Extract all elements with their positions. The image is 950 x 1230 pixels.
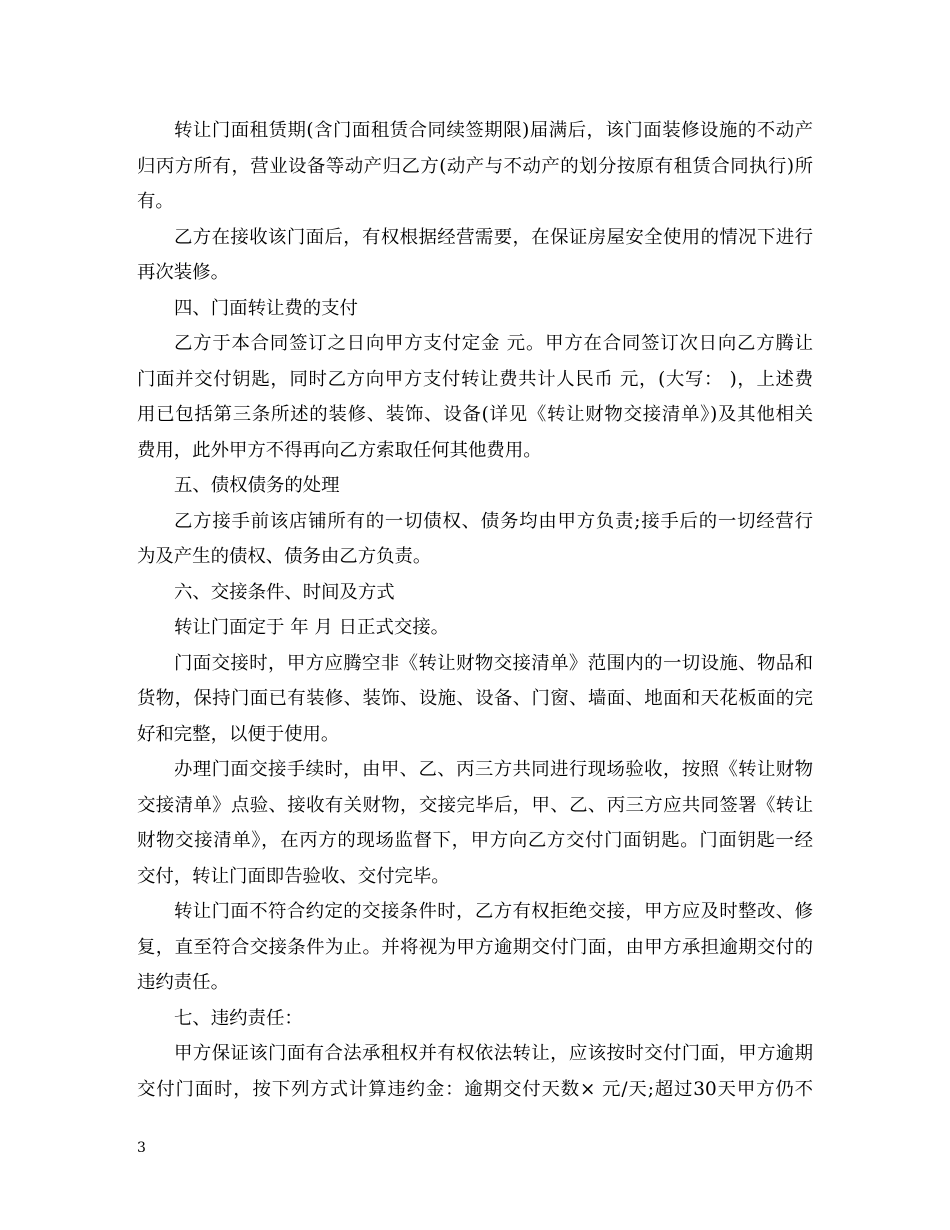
paragraph-line: 门面交接时，甲方应腾空非《转让财物交接清单》范围内的一切设施、物品和 [174, 652, 813, 674]
paragraph-line: 财物交接清单》，在丙方的现场监督下，甲方向乙方交付门面钥匙。门面钥匙一经 [137, 830, 813, 851]
paragraph-line: 门面并交付钥匙，同时乙方向甲方支付转让费共计人民币 元，(大写： )，上述费 [137, 368, 813, 390]
document-body [137, 113, 813, 1107]
paragraph-line: 用已包括第三条所述的装修、装饰、设备(详见《转让财物交接清单》)及其他相关 [137, 404, 813, 425]
heading-text: 七、违约责任： [174, 1007, 303, 1029]
body-paragraph [137, 504, 813, 575]
paragraph-line: 归丙方所有，营业设备等动产归乙方(动产与不动产的划分按原有租赁合同执行)所 [137, 155, 813, 177]
paragraph-line: 再次装修。 [137, 262, 229, 283]
page-number: 3 [137, 1140, 146, 1156]
paragraph-line: 乙方接手前该店铺所有的一切债权、债务均由甲方负责;接手后的一切经营行 [174, 510, 813, 532]
paragraph-line: 转让门面不符合约定的交接条件时，乙方有权拒绝交接，甲方应及时整改、修 [174, 901, 813, 922]
paragraph-line: 为及产生的债权、债务由乙方负责。 [137, 546, 432, 567]
body-paragraph [137, 646, 813, 753]
body-paragraph [137, 752, 813, 894]
body-paragraph [137, 113, 813, 220]
body-paragraph [137, 220, 813, 291]
body-paragraph [137, 894, 813, 1001]
paragraph-line: 转让门面租赁期(含门面租赁合同续签期限)届满后，该门面装修设施的不动产 [174, 120, 813, 141]
body-paragraph [137, 326, 813, 468]
section-heading [137, 575, 813, 611]
heading-text: 转让门面定于 年 月 日正式交接。 [174, 617, 450, 638]
paragraph-line: 费用，此外甲方不得再向乙方索取任何其他费用。 [137, 439, 542, 461]
section-heading [137, 468, 813, 504]
section-heading [137, 610, 813, 646]
paragraph-line: 甲方保证该门面有合法承租权并有权依法转让，应该按时交付门面，甲方逾期 [174, 1043, 813, 1064]
paragraph-line: 交付门面时，按下列方式计算违约金：逾期交付天数× 元/天;超过30天甲方仍不 [137, 1078, 813, 1100]
section-heading [137, 1001, 813, 1037]
paragraph-line: 交付，转让门面即告验收、交付完毕。 [137, 865, 450, 887]
body-paragraph [137, 1036, 813, 1107]
paragraph-line: 乙方在接收该门面后，有权根据经营需要，在保证房屋安全使用的情况下进行 [174, 226, 813, 248]
paragraph-line: 乙方于本合同签订之日向甲方支付定金 元。甲方在合同签订次日向乙方腾让 [174, 333, 813, 354]
heading-text: 五、债权债务的处理 [174, 475, 340, 496]
paragraph-line: 办理门面交接手续时，由甲、乙、丙三方共同进行现场验收，按照《转让财物 [174, 759, 813, 780]
paragraph-line: 有。 [137, 191, 174, 212]
section-heading [137, 291, 813, 327]
heading-text: 六、交接条件、时间及方式 [174, 581, 395, 603]
paragraph-line: 复，直至符合交接条件为止。并将视为甲方逾期交付门面，由甲方承担逾期交付的 [137, 936, 813, 958]
paragraph-line: 货物，保持门面已有装修、装饰、设施、设备、门窗、墙面、地面和天花板面的完 [137, 688, 813, 709]
paragraph-line: 交接清单》点验、接收有关财物，交接完毕后，甲、乙、丙三方应共同签署《转让 [137, 794, 813, 816]
heading-text: 四、门面转让费的支付 [174, 297, 358, 319]
paragraph-line: 好和完整，以便于使用。 [137, 723, 340, 745]
paragraph-line: 违约责任。 [137, 972, 229, 993]
